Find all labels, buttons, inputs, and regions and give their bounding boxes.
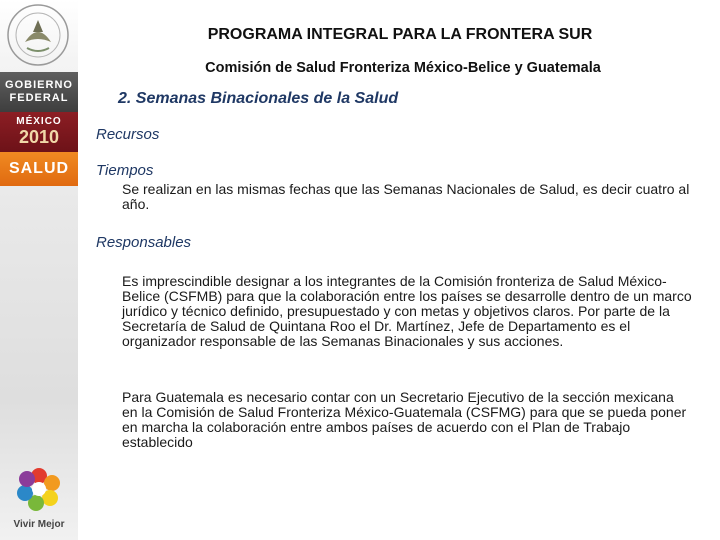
salud-logo: SALUD <box>0 152 78 186</box>
responsables-heading: Responsables <box>96 234 192 251</box>
gobierno-line1: GOBIERNO <box>5 79 73 91</box>
responsables-paragraph-2: Para Guatemala es necesario contar con un Secretario Ejecutivo de la sección mexicana en la Comisión de Salud Fronteriza México-Guatemala (CSFMG) para que se pueda poner en marcha la colaboración entre ambos países de acuerdo con el Plan de Trabajo establecido <box>122 389 687 450</box>
mexico-2010-logo <box>0 112 78 152</box>
brand-sidebar <box>0 0 78 540</box>
vivir-mejor-flower-icon <box>14 466 64 512</box>
tiempos-heading: Tiempos <box>96 162 154 179</box>
page-title: PROGRAMA INTEGRAL PARA LA FRONTERA SUR <box>207 26 593 43</box>
recursos-heading: Recursos <box>96 126 160 143</box>
mexico-line2: 2010 <box>18 127 60 147</box>
mexico-line1: MÉXICO <box>16 116 62 127</box>
national-seal-icon <box>3 2 73 68</box>
section-title: 2. Semanas Binacionales de la Salud <box>118 90 399 107</box>
vivir-mejor-label: Vivir Mejor <box>13 519 65 530</box>
tiempos-paragraph: Se realizan en las mismas fechas que las Semanas Nacionales de Salud, es decir cuatro al año. <box>122 181 690 212</box>
page-subtitle: Comisión de Salud Fronteriza México-Belice y Guatemala <box>205 60 601 76</box>
gobierno-federal-logo <box>0 72 78 112</box>
vivir-mejor-logo <box>6 466 72 536</box>
responsables-paragraph-1: Es imprescindible designar a los integrantes de la Comisión fronteriza de Salud México-Belice (CSFMB) para que la colaboración entre los países se desarrolle dentro de un marco jurídico y técnico definido, presupuestado y con metas y objetivos claros. Por parte de la Secretaría de Salud de Quintana Roo el Dr. Martínez, Jefe de Departamento es el organizador responsable de las Semanas Binacionales y sus acciones. <box>122 273 692 349</box>
gobierno-line2: FEDERAL <box>9 92 69 104</box>
